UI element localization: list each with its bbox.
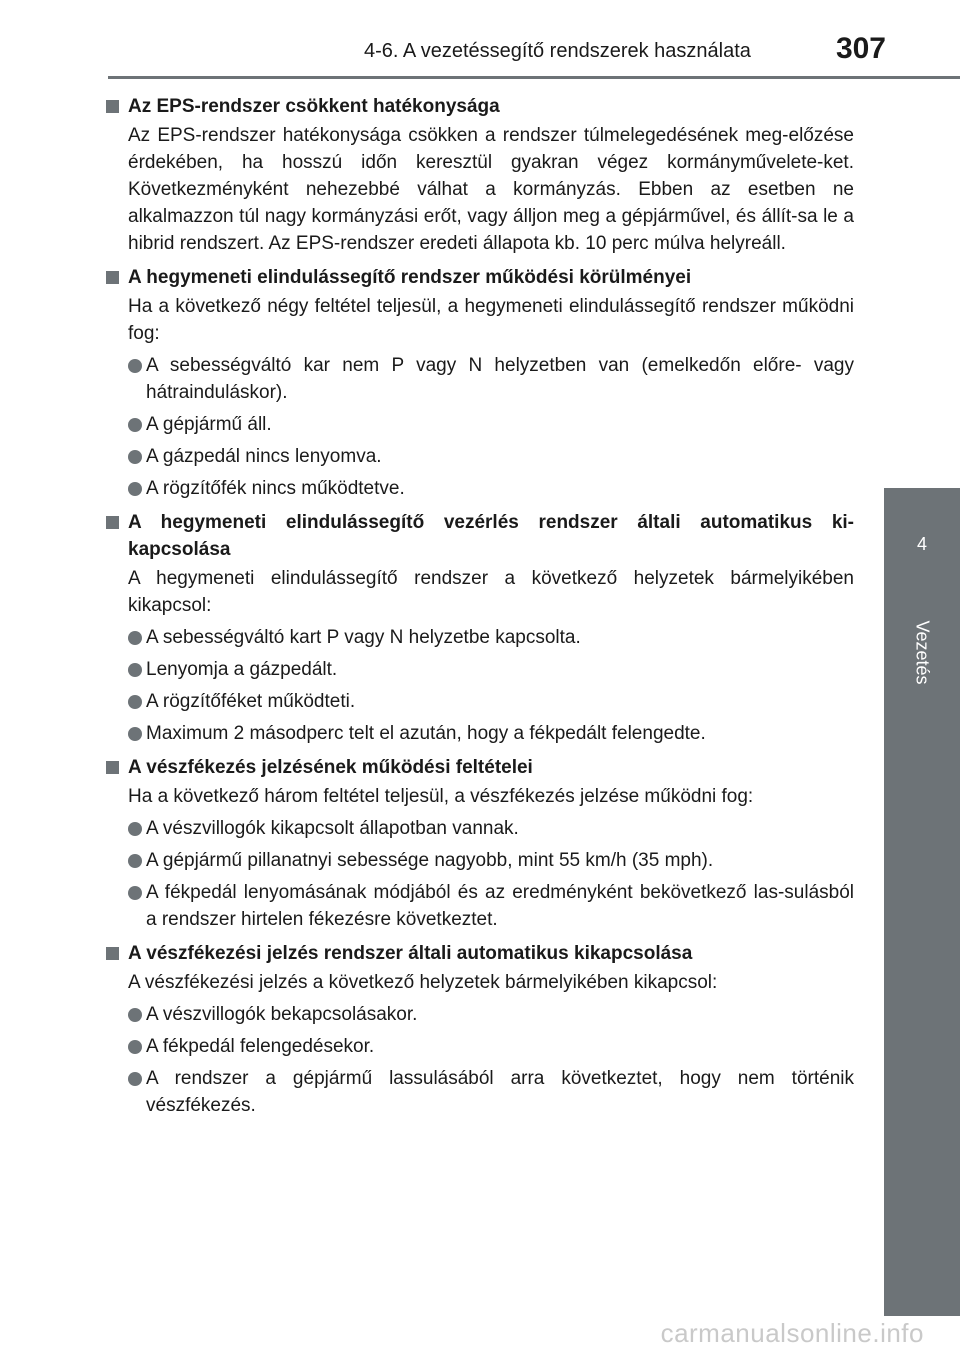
chapter-tab-number: 4 — [916, 534, 927, 554]
section-heading — [106, 509, 854, 563]
list-item-text: A gépjármű pillanatnyi sebessége nagyobb, mint 55 km/h (35 mph). — [146, 850, 714, 871]
list-item — [106, 847, 854, 874]
circle-bullet-icon — [128, 482, 142, 496]
list-item — [106, 443, 854, 470]
list-item-text: A vészvillogók kikapcsolt állapotban vannak. — [146, 818, 519, 839]
square-bullet-icon — [106, 761, 119, 774]
list-item — [106, 879, 854, 933]
circle-bullet-icon — [128, 1072, 142, 1086]
list-item-text: A sebességváltó kart P vagy N helyzetbe kapcsolta. — [146, 627, 581, 648]
section-heading — [106, 940, 854, 967]
list-item — [106, 656, 854, 683]
page-content — [106, 90, 854, 1119]
section-heading — [106, 754, 854, 781]
header-divider — [108, 76, 960, 79]
list-item-text: A rendszer a gépjármű lassulásából arra következtet, hogy nem történik vészfékezés. — [146, 1068, 854, 1116]
section-heading-text: A hegymeneti elindulássegítő vezérlés rendszer általi automatikus ki-kapcsolása — [128, 512, 854, 560]
section-heading-text: Az EPS-rendszer csökkent hatékonysága — [128, 96, 500, 117]
list-item — [106, 1065, 854, 1119]
circle-bullet-icon — [128, 727, 142, 741]
section-paragraph: A vészfékezési jelzés a következő helyzetek bármelyikében kikapcsol: — [128, 972, 718, 993]
list-item-text: A gépjármű áll. — [146, 414, 272, 435]
circle-bullet-icon — [128, 450, 142, 464]
list-item-text: A rögzítőféket működteti. — [146, 691, 356, 712]
circle-bullet-icon — [128, 359, 142, 373]
section-paragraph: Az EPS-rendszer hatékonysága csökken a rendszer túlmelegedésének meg-előzése érdekében, ha hosszú időn keresztül gyakran végez kormányművelete-ket. Következményként nehezebbé válhat a kormányzás. Ebben az esetben ne alkalmazzon túl nagy kormányzási erőt, vagy álljon meg a gépjárművel, és állít-sa le a hibrid rendszert. Az EPS-rendszer eredeti állapota kb. 10 perc múlva helyreáll. — [128, 125, 854, 254]
running-header-title: 4-6. A vezetéssegítő rendszerek használata — [364, 40, 751, 62]
list-item — [106, 624, 854, 651]
list-item — [106, 720, 854, 747]
list-item-text: A vészvillogók bekapcsolásakor. — [146, 1004, 418, 1025]
list-item-text: A sebességváltó kar nem P vagy N helyzetben van (emelkedőn előre- vagy hátrainduláskor). — [146, 355, 854, 403]
section-paragraph: Ha a következő három feltétel teljesül, a vészfékezés jelzése működni fog: — [128, 786, 754, 807]
list-item-text: A fékpedál lenyomásának módjából és az eredményként bekövetkező las-sulásból a rendszer hirtelen fékezésre következtet. — [146, 882, 854, 930]
section-heading-text: A vészfékezési jelzés rendszer általi automatikus kikapcsolása — [128, 943, 693, 964]
page-number: 307 — [835, 32, 886, 65]
section-heading-text: A vészfékezés jelzésének működési feltételei — [128, 757, 533, 778]
list-item-text: A gázpedál nincs lenyomva. — [146, 446, 382, 467]
circle-bullet-icon — [128, 886, 142, 900]
list-item-text: Maximum 2 másodperc telt el azután, hogy a fékpedált felengedte. — [146, 723, 706, 744]
section-heading-text: A hegymeneti elindulássegítő rendszer működési körülményei — [128, 267, 692, 288]
list-item — [106, 1033, 854, 1060]
chapter-tab-label: Vezetés — [912, 620, 933, 685]
square-bullet-icon — [106, 516, 119, 529]
list-item-text: Lenyomja a gázpedált. — [146, 659, 338, 680]
list-item-text: A fékpedál felengedésekor. — [146, 1036, 375, 1057]
circle-bullet-icon — [128, 418, 142, 432]
watermark: carmanualsonline.info — [660, 1318, 924, 1348]
section-heading — [106, 264, 854, 291]
list-item — [106, 352, 854, 406]
list-item — [106, 475, 854, 502]
list-item — [106, 1001, 854, 1028]
list-item-text: A rögzítőfék nincs működtetve. — [146, 478, 405, 499]
square-bullet-icon — [106, 947, 119, 960]
section-paragraph: Ha a következő négy feltétel teljesül, a hegymeneti elindulássegítő rendszer működni fog: — [128, 296, 854, 344]
section-paragraph: A hegymeneti elindulássegítő rendszer a következő helyzetek bármelyikében kikapcsol: — [128, 568, 854, 616]
square-bullet-icon — [106, 271, 119, 284]
circle-bullet-icon — [128, 695, 142, 709]
list-item — [106, 688, 854, 715]
circle-bullet-icon — [128, 1008, 142, 1022]
list-item — [106, 815, 854, 842]
list-item — [106, 411, 854, 438]
section-heading — [106, 93, 854, 120]
circle-bullet-icon — [128, 1040, 142, 1054]
circle-bullet-icon — [128, 663, 142, 677]
circle-bullet-icon — [128, 854, 142, 868]
circle-bullet-icon — [128, 822, 142, 836]
square-bullet-icon — [106, 100, 119, 113]
circle-bullet-icon — [128, 631, 142, 645]
chapter-tab-strip — [884, 596, 960, 1316]
